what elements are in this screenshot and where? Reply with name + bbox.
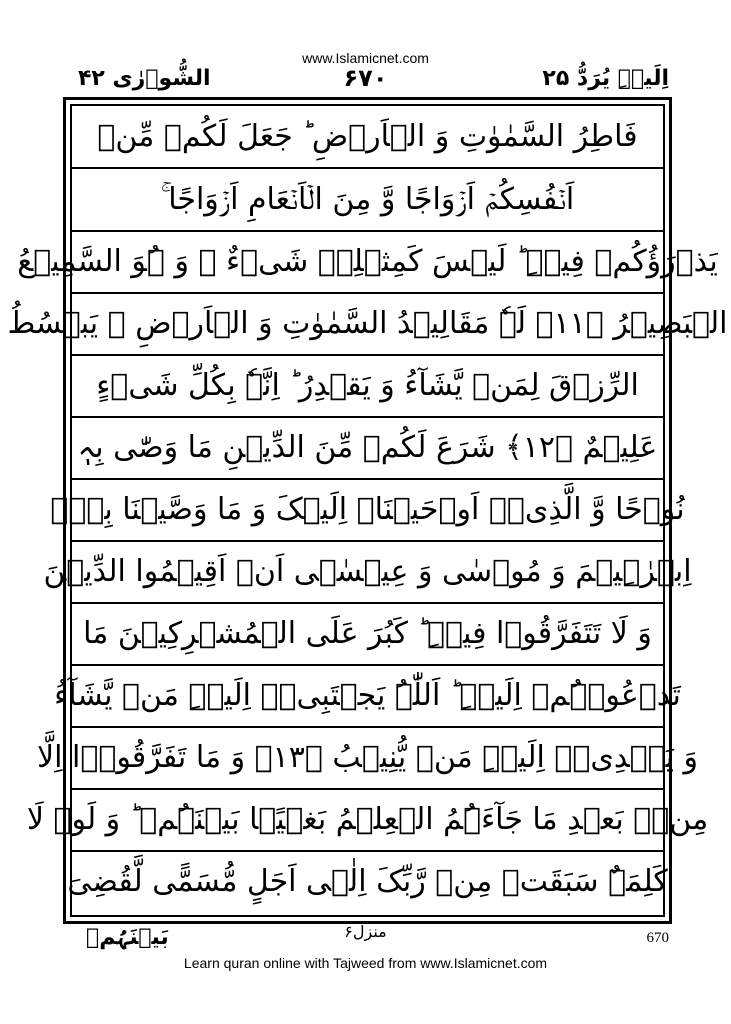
verse-lines — [7, 106, 728, 915]
verse-line: نُوۡحًا وَّ الَّذِیۡۤ اَوۡحَیۡنَاۤ اِلَیۡکَ وَ مَا وَصَّیۡنَا بِہٖۤ — [50, 491, 685, 527]
site-url: www.Islamicnet.com — [302, 50, 429, 66]
page-number: 670 — [646, 930, 669, 946]
verse-line: مِنۡۢ بَعۡدِ مَا جَآءَہُمُ الۡعِلۡمُ بَغۡیًۢا بَیۡنَہُمۡ ؕ وَ لَوۡ لَا — [26, 801, 709, 837]
verse-line: عَلِیۡمٌ ﴿۱۲﴾ شَرَعَ لَکُمۡ مِّنَ الدِّیۡنِ مَا وَصّٰی بِہٖ — [77, 429, 658, 465]
footer-promo-text: Learn quran online with Tajweed from www.Islamicnet.com — [183, 955, 548, 971]
verse-line: فَاطِرُ السَّمٰوٰتِ وَ الۡاَرۡضِ ؕ جَعَلَ لَکُمۡ مِّنۡ — [97, 118, 638, 154]
verse-line: الۡبَصِیۡرُ ﴿۱۱﴾ لَہٗ مَقَالِیۡدُ السَّمٰوٰتِ وَ الۡاَرۡضِ ۚ یَبۡسُطُ — [7, 305, 728, 341]
verse-line: وَ لَا تَتَفَرَّقُوۡا فِیۡہِ ؕ کَبُرَ عَلَی الۡمُشۡرِکِیۡنَ مَا — [83, 615, 652, 651]
verse-line: کَلِمَۃٌ سَبَقَتۡ مِنۡ رَّبِّکَ اِلٰۤی اَجَلٍ مُّسَمًّی لَّقُضِیَ — [67, 863, 668, 899]
verse-line: تَدۡعُوۡہُمۡ اِلَیۡہِ ؕ اَللّٰہُ یَجۡتَبِیۡۤ اِلَیۡہِ مَنۡ یَّشَآءُ — [54, 677, 681, 713]
verse-line: اِبۡرٰہِیۡمَ وَ مُوۡسٰی وَ عِیۡسٰۤی اَنۡ اَقِیۡمُوا الدِّیۡنَ — [43, 553, 692, 589]
verse-line: اَنۡفُسِکُمۡ اَزۡوَاجًا وَّ مِنَ الۡاَنۡعَامِ اَزۡوَاجًا ۚ — [160, 181, 575, 217]
verse-line: وَ یَہۡدِیۡۤ اِلَیۡہِ مَنۡ یُّنِیۡبُ ﴿۱۳﴾ وَ مَا تَفَرَّقُوۡۤا اِلَّا — [37, 739, 698, 775]
verse-line: یَذۡرَؤُکُمۡ فِیۡہِ ؕ لَیۡسَ کَمِثۡلِہٖ شَیۡءٌ ۚ وَ ہُوَ السَّمِیۡعُ — [17, 243, 718, 279]
catchword: بَیۡنَہُمۡ — [86, 925, 169, 950]
verse-line: الرِّزۡقَ لِمَنۡ یَّشَآءُ وَ یَقۡدِرُ ؕ اِنَّہٗ بِکُلِّ شَیۡءٍ — [96, 367, 639, 403]
manzil-marker: منزل۶ — [344, 922, 387, 941]
juz-title: اِلَیۡہِ یُرَدُّ ۲۵ — [542, 66, 669, 91]
surah-title: الشُّوۡرٰی ۴۲ — [78, 66, 211, 91]
page-number-arabic: ۶۷۰ — [343, 64, 388, 92]
